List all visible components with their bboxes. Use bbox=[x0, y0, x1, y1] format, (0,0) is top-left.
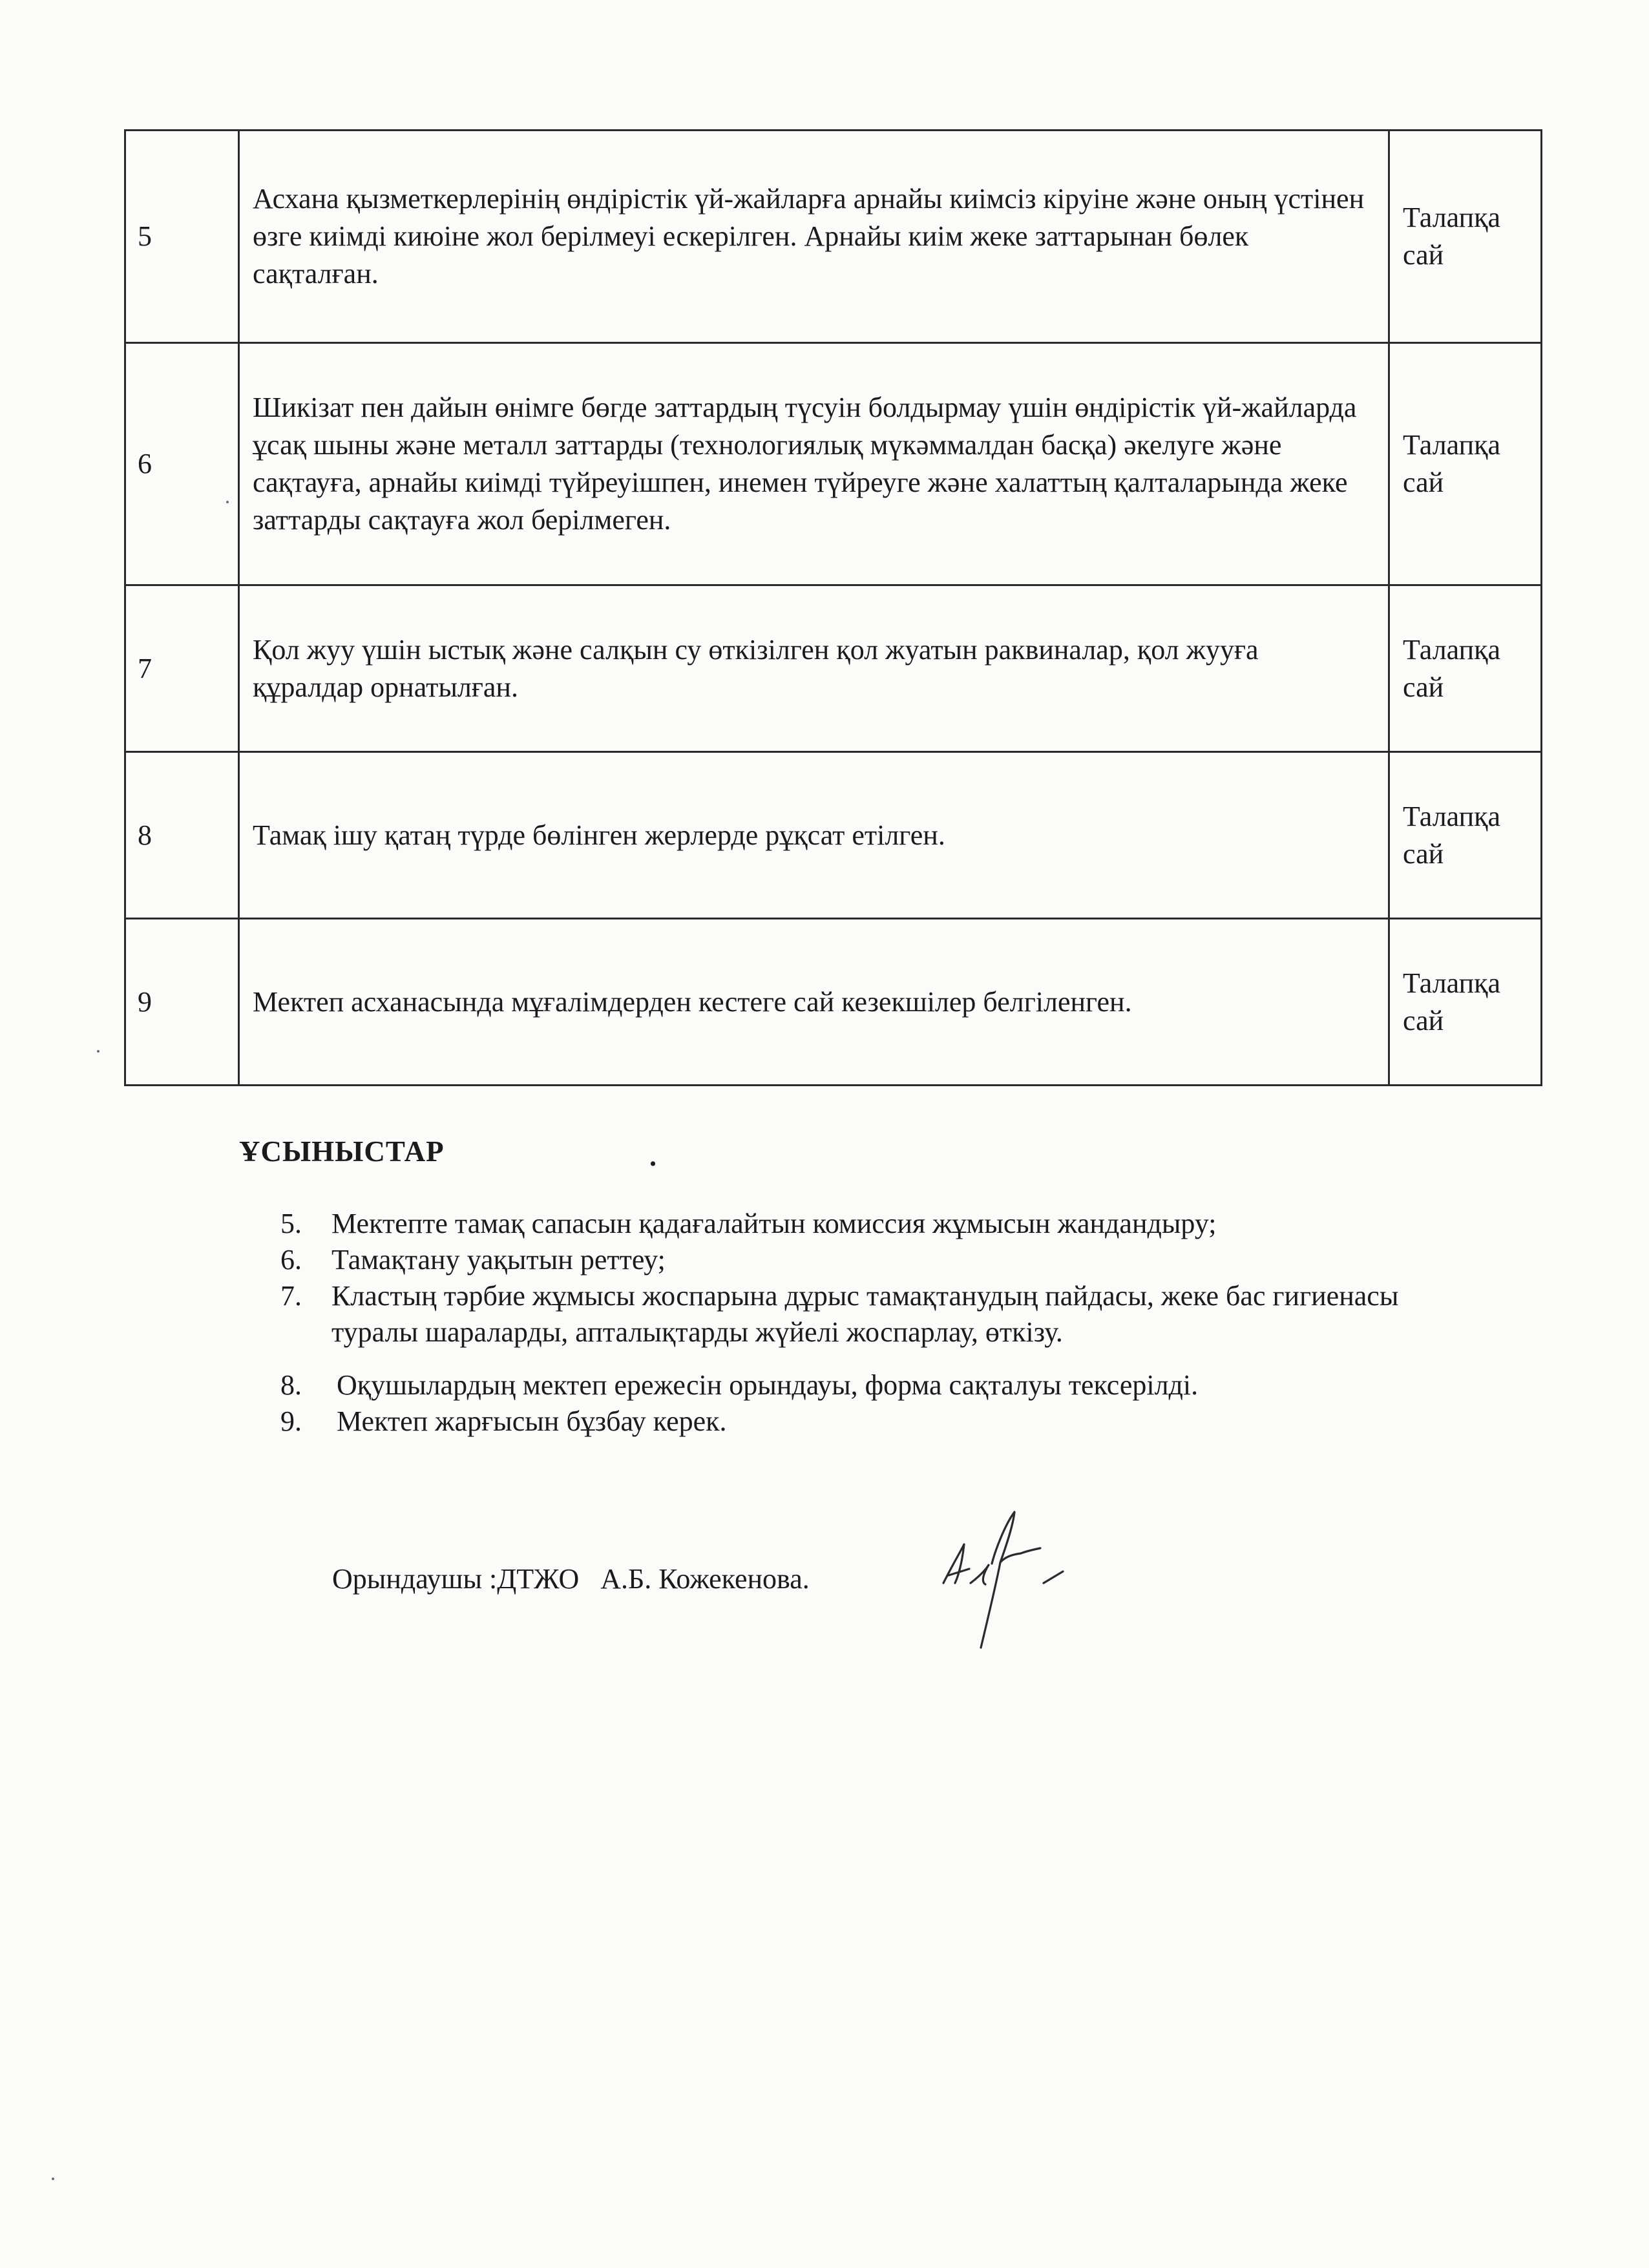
handwritten-signature bbox=[924, 1486, 1092, 1654]
requirement-text: Шикізат пен дайын өнімге бөгде заттардың түсуін болдырмау үшін өндірістік үй-жайларда ұсақ шыны және металл заттарды (технологиялық мүкәммалдан басқа) әкелуге және сақтауға, арнайы киімді түйреуішпен, инемен түйреуге және халаттың қалталарында жеке заттарды сақтауға жол берілмеген. bbox=[239, 343, 1389, 585]
row-number: 8 bbox=[125, 752, 239, 919]
inspection-table bbox=[124, 129, 1542, 1086]
requirement-text: Мектеп асханасында мұғалімдерден кестеге сай кезекшілер белгіленген. bbox=[239, 919, 1389, 1086]
scan-speck bbox=[97, 1050, 100, 1053]
row-number: 9 bbox=[125, 919, 239, 1086]
list-item-text: Кластың тәрбие жұмысы жоспарына дұрыс тамақтанудың пайдасы, жеке бас гигиенасы туралы шараларды, апталықтарды жүйелі жоспарлау, өткізу. bbox=[331, 1280, 1399, 1348]
row-number: 5 bbox=[125, 131, 239, 343]
requirement-text: Асхана қызметкерлерінің өндірістік үй-жайларға арнайы киімсіз кіруіне және оның үстінен өзге киімді киюіне жол берілмеуі ескерілген. Арнайы киім жеке заттарынан бөлек сақталған. bbox=[239, 131, 1389, 343]
table-row bbox=[125, 585, 1542, 752]
scan-speck bbox=[226, 501, 229, 503]
list-item-number: 9. bbox=[280, 1405, 302, 1437]
list-item bbox=[271, 1242, 1422, 1278]
requirement-text: Тамақ ішу қатаң түрде бөлінген жерлерде рұқсат етілген. bbox=[239, 752, 1389, 919]
list-item-text: Тамақтану уақытын реттеу; bbox=[331, 1244, 666, 1276]
recommendations-heading: ҰСЫНЫСТАР bbox=[239, 1135, 445, 1168]
table-row bbox=[125, 919, 1542, 1086]
compliance-status: Талапқа сай bbox=[1389, 585, 1542, 752]
scan-speck bbox=[52, 2178, 54, 2180]
list-item bbox=[271, 1367, 1422, 1403]
table-row bbox=[125, 343, 1542, 585]
list-item bbox=[271, 1206, 1422, 1242]
executor-line: Орындаушы :ДТЖО А.Б. Кожекенова. bbox=[332, 1563, 810, 1595]
list-item-text: Оқушылардың мектеп ережесін орындауы, форма сақталуы тексерілді. bbox=[337, 1369, 1199, 1401]
list-item bbox=[271, 1403, 1422, 1440]
recommendations-list bbox=[271, 1206, 1422, 1440]
list-item-text: Мектеп жарғысын бұзбау керек. bbox=[337, 1405, 727, 1437]
requirement-text: Қол жуу үшін ыстық және салқын су өткізілген қол жуатын раквиналар, қол жууға құралдар орнатылған. bbox=[239, 585, 1389, 752]
list-item-number: 6. bbox=[280, 1244, 302, 1276]
list-item-number: 8. bbox=[280, 1369, 302, 1401]
list-item-number: 7. bbox=[280, 1280, 302, 1312]
list-item-number: 5. bbox=[280, 1208, 302, 1239]
row-number: 6 bbox=[125, 343, 239, 585]
list-item-text: Мектепте тамақ сапасын қадағалайтын комиссия жұмысын жандандыру; bbox=[331, 1208, 1217, 1239]
row-number: 7 bbox=[125, 585, 239, 752]
table-row bbox=[125, 752, 1542, 919]
compliance-status: Талапқа сай bbox=[1389, 131, 1542, 343]
table-row bbox=[125, 131, 1542, 343]
stray-mark: . bbox=[649, 1140, 656, 1172]
compliance-status: Талапқа сай bbox=[1389, 752, 1542, 919]
compliance-status: Талапқа сай bbox=[1389, 919, 1542, 1086]
compliance-status: Талапқа сай bbox=[1389, 343, 1542, 585]
list-item bbox=[271, 1278, 1422, 1350]
